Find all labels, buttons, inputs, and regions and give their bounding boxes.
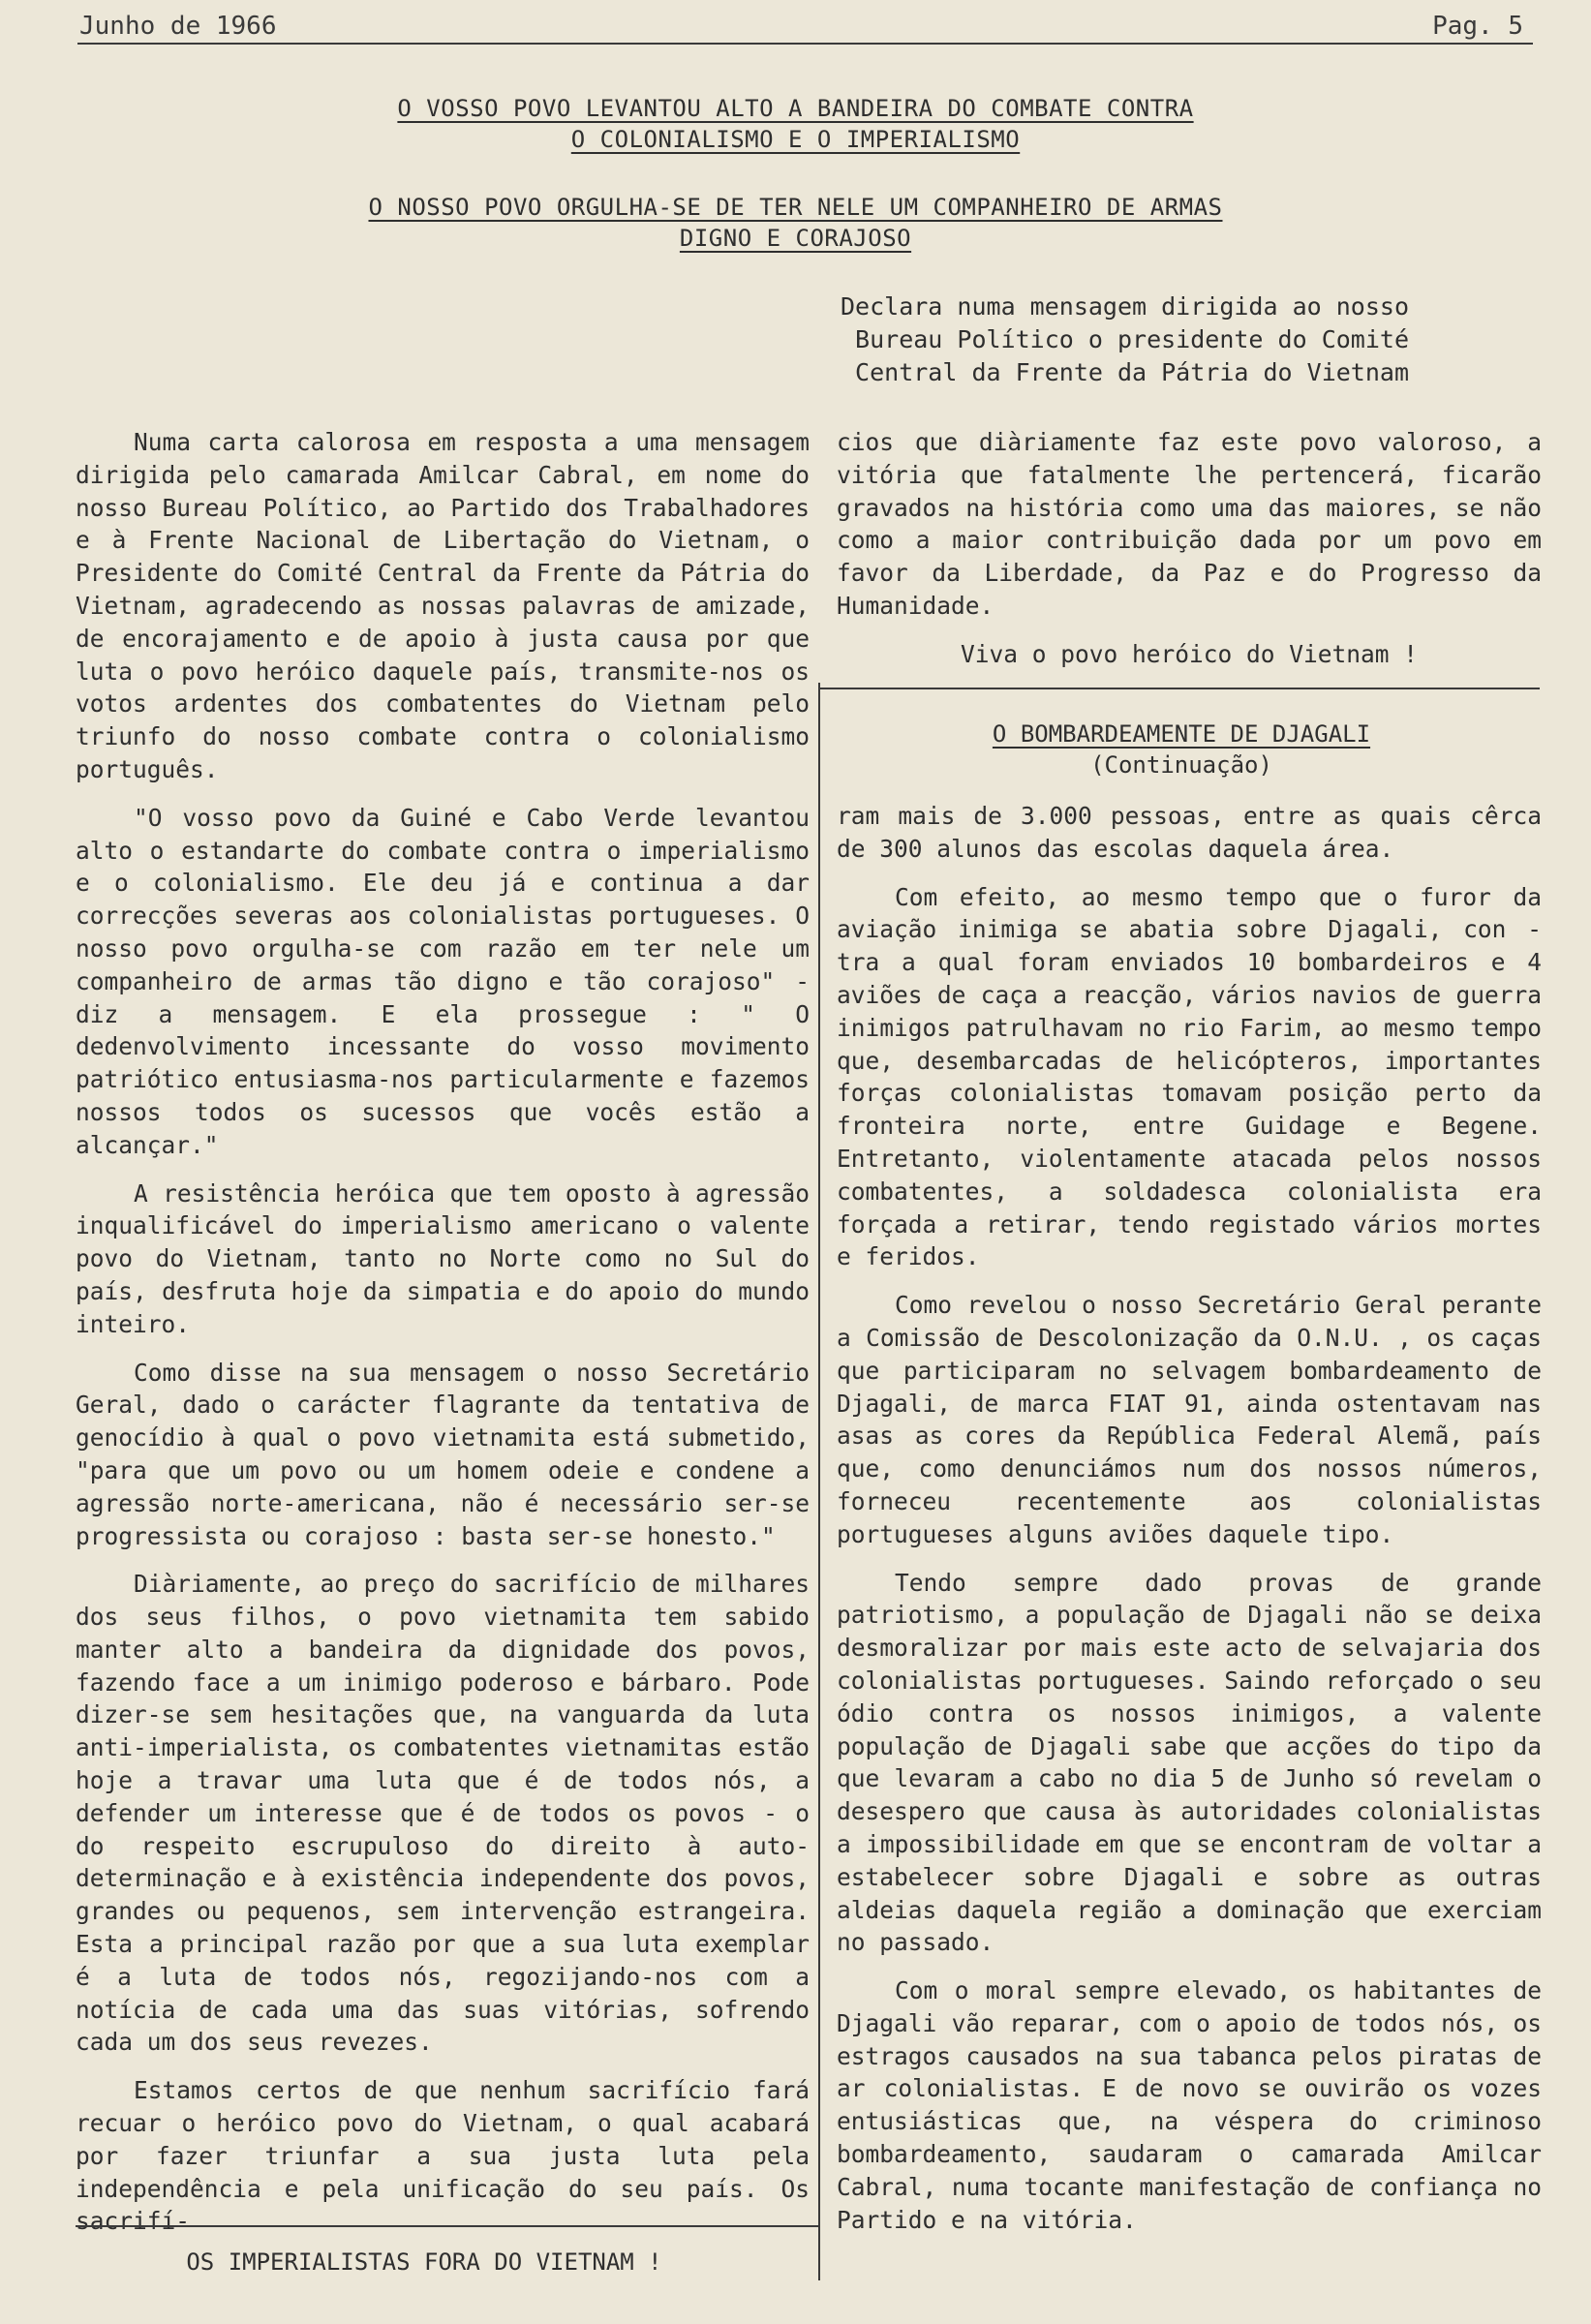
article-continuation: cios que diàriamente faz este povo valoroso, a vitória que fatalmente lhe pertencerá, ficarão gravados na história como uma das maiores, se não como a maior contribuição dada por um povo em favor da Liberdade, da Paz e do Progresso da Humanidade. [837,428,1542,620]
page-number: Pag. 5 [1432,12,1523,41]
article-paragraph: Tendo sempre dado provas de grande patriotismo, a população de Djagali não se deixa desmoralizar por mais este acto de selvajaria dos colonialistas portugueses. Saindo reforçado o seu ódio contra os nossos inimigos, a valente população de Djagali sabe que acções do tipo da que levaram a cabo no dia 5 de Junho só revelam o desespero que causa às autoridades colonialistas a impossibilidade em que se encontram de voltar a estabelecer sobre Djagali e sobre as outras aldeias daquela região a dominação que exerciam no passado. [837,1568,1542,1957]
headline-secondary [0,192,1591,254]
intro-line: Central da Frente da Pátria do Vietnam [855,358,1409,386]
closing-slogan: Viva o povo heróico do Vietnam ! [960,639,1418,668]
intro-line: Bureau Político o presidente do Comité [855,325,1409,353]
article-paragraph: Estamos certos de que nenhum sacrifício fará recuar o heróico povo do Vietnam, o qual acabará por fazer triunfar a sua justa luta pela independência e pela unificação do seu país. Os sacrifí- [76,2076,810,2236]
article-paragraph: Como disse na sua mensagem o nosso Secretário Geral, dado o carácter flagrante da tentativa de genocídio à qual o povo vietnamita está submetido, "para que um povo ou um homem odeie e condene a agressão norte-americana, não é necessário ser-se progressista ou corajoso : basta ser-se honesto." [76,1358,810,1550]
bombing-article-heading [823,719,1540,780]
article-paragraph: Com efeito, ao mesmo tempo que o furor da aviação inimiga se abatia sobre Djagali, con - tra a qual foram enviados 10 bombardeiros e 4 aviões de caça a reacção, vários navios de guerra inimigos patrulhavam no rio Farim, ao mesmo tempo que, desembarcadas de helicópteros, importantes forças colonialistas tomavam posição perto da fronteira norte, entre Guidage e Begene. Entretanto, violentamente atacada pelos nossos combatentes, a soldadesca colonialista era forçada a retirar, tendo registado vários mortes e feridos. [837,882,1542,1271]
intro-line: Declara numa mensagem dirigida ao nosso [841,292,1409,321]
headline-main-line1: O VOSSO POVO LEVANTOU ALTO A BANDEIRA DO COMBATE CONTRA [397,95,1194,122]
issue-date: Junho de 1966 [79,12,277,41]
article-paragraph: Diàriamente, ao preço do sacrifício de milhares dos seus filhos, o povo vietnamita tem sabido manter alto a bandeira da dignidade dos povos, fazendo face a um inimigo poderoso e bárbaro. Pode dizer-se sem hesitações que, na vanguarda da luta anti-imperialista, os combatentes vietnamitas estão hoje a travar uma luta que é de todos nós, a defender um interesse que é de todos os povos - o do respeito escrupuloso do direito à auto-determinação e à existência independente dos povos, grandes ou pequenos, sem intervenção estrangeira. Esta a principal razão por que a sua luta exemplar é a luta de todos nós, regozijando-nos com a notícia de cada uma das suas vitórias, sofrendo cada um dos seus revezes. [76,1570,810,2057]
bombing-article-title: O BOMBARDEAMENTE DE DJAGALI [992,720,1371,748]
article-paragraph: Numa carta calorosa em resposta a uma mensagem dirigida pelo camarada Amilcar Cabral, em nome do nosso Bureau Político, ao Partido dos Trabalhadores e à Frente Nacional de Libertação do Vietnam, o Presidente do Comité Central da Frente da Pátria do Vietnam, agradecendo as nossas palavras de amizade, de encorajamento e de apoio à justa causa por que luta o povo heróico daquele país, transmite-nos os votos ardentes dos combatentes do Vietnam pelo triunfo do nosso combate contra o colonialismo português. [76,428,810,783]
headline-main [0,93,1591,155]
footer-rule [76,2225,818,2227]
article-paragraph: A resistência heróica que tem oposto à agressão inqualificável do imperialismo americano o valente povo do Vietnam, tanto no Norte como no Sul do país, desfruta hoje da simpatia e do apoio do mundo inteiro. [76,1178,810,1338]
header-rule [77,43,1533,45]
bombing-article-subtitle: (Continuação) [1090,751,1272,779]
headline-main-line2: O COLONIALISMO E O IMPERIALISMO [570,126,1021,153]
bombing-article-body [837,800,1542,2251]
headline-secondary-line1: O NOSSO POVO ORGULHA-SE DE TER NELE UM COMPANHEIRO DE ARMAS [368,194,1223,221]
column-divider [818,683,820,2280]
article-paragraph: Como revelou o nosso Secretário Geral perante a Comissão de Descolonização da O.N.U. , os caças que participaram no selvagem bombardeamento de Djagali, de marca FIAT 91, ainda ostentavam nas asas as cores da República Federal Alemã, país que, como denunciámos num dos nossos números, forneceu recentemente aos colonialistas portugueses alguns aviões daquele tipo. [837,1291,1542,1548]
intro-deck [789,290,1409,389]
right-column-top [837,426,1542,687]
section-rule [818,688,1540,689]
footer-slogan: OS IMPERIALISTAS FORA DO VIETNAM ! [186,2248,662,2276]
left-column [76,426,810,2253]
article-paragraph: Com o moral sempre elevado, os habitantes de Djagali vão reparar, com o apoio de todos nós, os estragos causados na sua tabanca pelos piratas de ar colonialistas. E de novo se ouvirão os vozes entusiásticas que, na véspera do criminoso bombardeamento, saudaram o camarada Amilcar Cabral, numa tocante manifestação de confiança no Partido e na vitória. [837,1976,1542,2234]
article-paragraph: ram mais de 3.000 pessoas, entre as quais cêrca de 300 alunos das escolas daquela área. [837,802,1542,863]
headline-secondary-line2: DIGNO E CORAJOSO [679,225,912,252]
article-paragraph: "O vosso povo da Guiné e Cabo Verde levantou alto o estandarte do combate contra o imperialismo e o colonialismo. Ele deu já e continua a dar correcções severas aos colonialistas portugueses. O nosso povo orgulha-se com razão em ter nele um companheiro de armas tão digno e tão corajoso" - diz a mensagem. E ela prossegue : " O dedenvolvimento incessante do vosso movimento patriótico entusiasma-nos particularmente e fazemos nossos todos os sucessos que vocês estão a alcançar." [76,803,810,1159]
